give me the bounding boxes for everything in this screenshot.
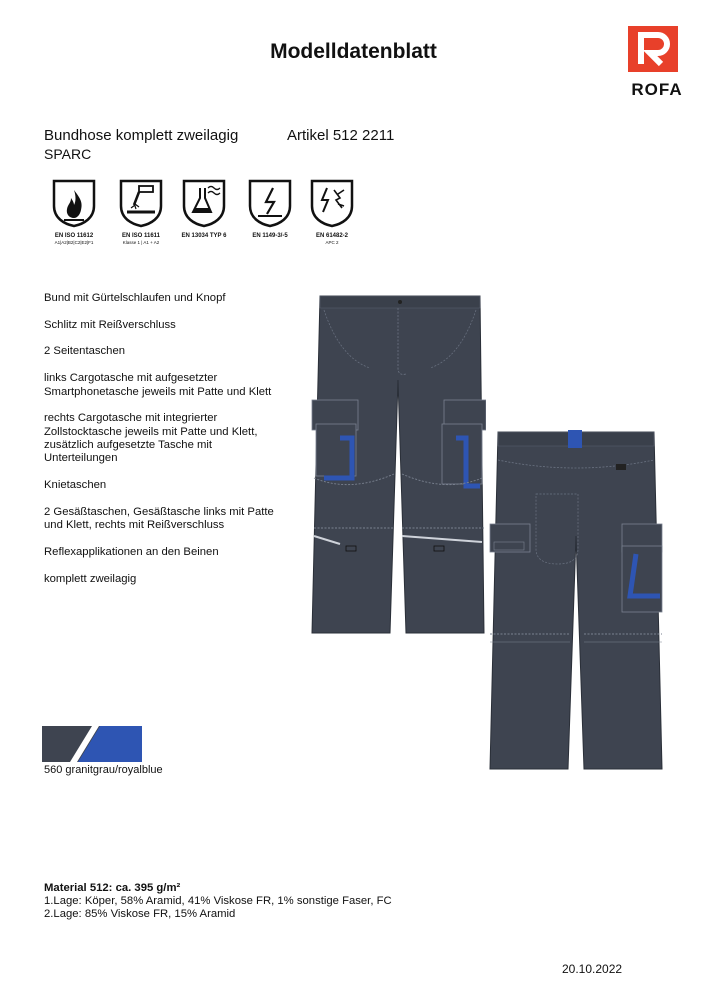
material-title: Material 512: ca. 395 g/m² bbox=[44, 882, 181, 894]
electrostatic-icon bbox=[246, 178, 294, 228]
cert-code: EN 13034 TYP 6 bbox=[181, 233, 227, 239]
cert-sub: APC 2 bbox=[325, 240, 339, 245]
cert-en-61482 bbox=[302, 178, 362, 246]
feature-item: 2 Gesäßtaschen, Gesäßtasche links mit Patte und Klett, rechts mit Reißverschluss bbox=[44, 505, 274, 532]
feature-item: Knietaschen bbox=[44, 479, 107, 492]
cert-code: EN ISO 11612 bbox=[54, 233, 94, 239]
trousers-back-image bbox=[486, 424, 664, 772]
feature-item: Bund mit Gürtelschlaufen und Knopf bbox=[44, 292, 226, 304]
cert-sub: A1|A2|B2|C2|E2|F1 bbox=[54, 240, 94, 245]
logo-text: ROFA bbox=[631, 80, 683, 99]
electric-arc-icon bbox=[308, 178, 356, 228]
cert-code: EN ISO 11611 bbox=[121, 233, 161, 239]
feature-item: Schlitz mit Reißverschluss bbox=[44, 318, 176, 331]
cert-code: EN 61482-2 bbox=[315, 233, 349, 239]
rofa-logo bbox=[628, 26, 686, 100]
material-layer-2: 2.Lage: 85% Viskose FR, 15% Aramid bbox=[44, 908, 236, 920]
article-number: Artikel 512 2211 bbox=[287, 127, 395, 144]
product-name: Bundhose komplett zweilagig bbox=[44, 127, 239, 144]
cert-code: EN 1149-3/-5 bbox=[252, 233, 288, 239]
welding-icon bbox=[117, 178, 165, 228]
feature-item: links Cargotasche mit aufgesetzter Smartphonetasche jeweils mit Patte und Klett bbox=[44, 372, 272, 398]
product-series: SPARC bbox=[44, 146, 92, 162]
rofa-logo-mark bbox=[628, 26, 678, 72]
flame-icon bbox=[50, 178, 98, 228]
page-title: Modelldatenblatt bbox=[270, 40, 437, 63]
cert-en-iso-11612 bbox=[44, 178, 104, 246]
color-swatch bbox=[42, 726, 142, 762]
cert-en-1149 bbox=[240, 178, 300, 240]
chemical-flask-icon bbox=[180, 178, 228, 228]
material-layer-1: 1.Lage: Köper, 58% Aramid, 41% Viskose FR, 1% sonstige Faser, FC bbox=[44, 895, 392, 907]
trousers-front-image bbox=[310, 288, 486, 636]
color-label: 560 granitgrau/royalblue bbox=[44, 764, 163, 776]
feature-item: rechts Cargotasche mit integrierter Zollstocktasche jeweils mit Patte und Klett, zusätzlich aufgesetzte Tasche mit Unterteilungen bbox=[44, 412, 258, 465]
document-date: 20.10.2022 bbox=[562, 962, 623, 976]
cert-sub: Klasse 1 | A1 + A2 bbox=[122, 240, 160, 245]
feature-item: 2 Seitentaschen bbox=[44, 345, 126, 358]
feature-item: Reflexapplikationen an den Beinen bbox=[44, 545, 219, 558]
material-info bbox=[44, 882, 392, 921]
cert-en-iso-11611 bbox=[111, 178, 171, 246]
feature-item: komplett zweilagig bbox=[44, 572, 137, 585]
cert-en-13034 bbox=[174, 178, 234, 240]
feature-list bbox=[44, 292, 279, 599]
